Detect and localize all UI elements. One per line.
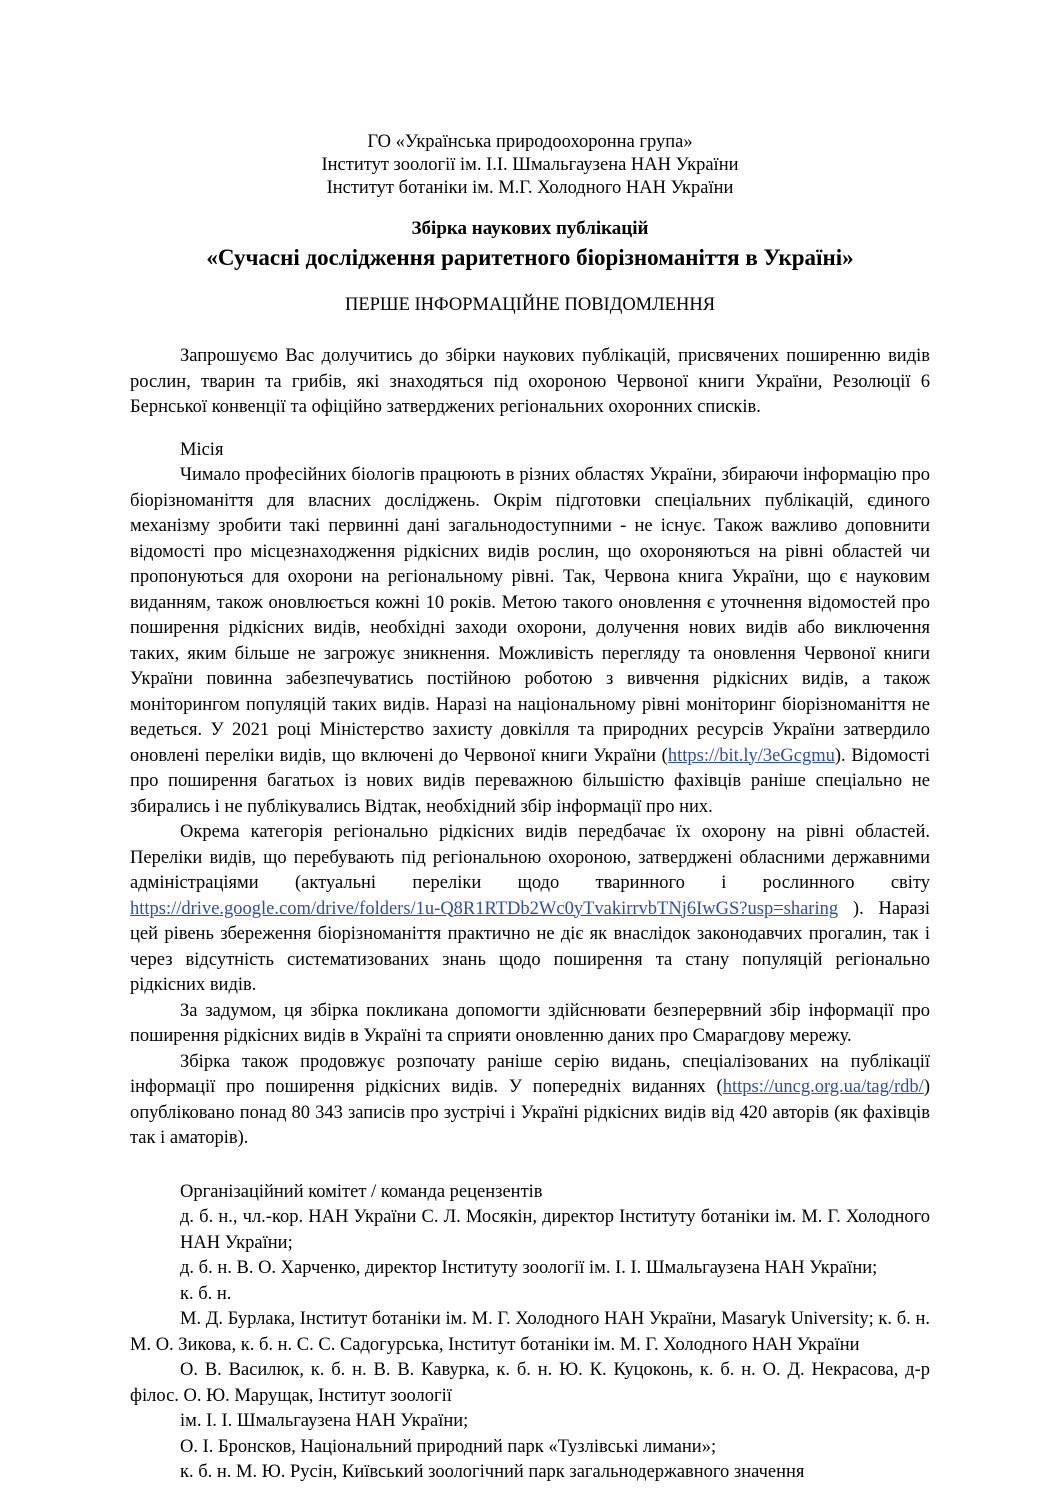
committee-member-kharchenko: д. б. н. В. О. Харченко, директор Інституту зоології ім. І. І. Шмальгаузена НАН України;	[180, 1258, 878, 1278]
purpose-paragraph: За задумом, ця збірка покликана допомогти здійснювати безперервний збір інформації про поширення рідкісних видів в Україні та сприяти оновленню даних про Смарагдову мережу.	[130, 1000, 930, 1046]
committee-section	[130, 1180, 930, 1486]
committee-member-burlaka-zykova-sadohurska: М. Д. Бурлака, Інститут ботаніки ім. М. Г. Холодного НАН України, Masaryk University; к. б. н. М. О. Зикова, к. б. н. С. С. Садогурська, Інститут ботаніки ім. М. Г. Холодного НАН України	[130, 1309, 930, 1355]
series-paragraph	[130, 1050, 930, 1152]
institute-botany-line: Інститут ботаніки ім. М.Г. Холодного НАН України	[326, 178, 734, 198]
committee-degree-line: к. б. н.	[180, 1283, 232, 1304]
mission-paragraph	[130, 463, 930, 820]
regional-lists-link[interactable]: https://drive.google.com/drive/folders/1u-Q8R1RTDb2Wc0yTvakirrvbTNj6IwGS?usp=sharing	[130, 898, 839, 919]
committee-member-mosiakin: д. б. н., чл.-кор. НАН України С. Л. Мосякін, директор Інституту ботаніки ім. М. Г. Холодного НАН України;	[180, 1207, 930, 1253]
committee-institute-line: ім. І. І. Шмальгаузена НАН України;	[180, 1411, 469, 1431]
paragraph-text: Окрема категорія регіонально рідкісних видів передбачає їх охорону на рівні областей. Переліки видів, що перебувають під регіональною охороною, затверджені обласними державними адміністраціями (актуальні переліки щодо тваринного і рослинного світу	[130, 822, 930, 893]
regional-paragraph	[130, 820, 930, 999]
org-name-line: ГО «Українська природоохоронна група»	[367, 132, 693, 152]
previous-editions-link[interactable]: https://uncg.org.ua/tag/rdb/	[722, 1077, 924, 1097]
announcement-heading: ПЕРШЕ ІНФОРМАЦІЙНЕ ПОВІДОМЛЕННЯ	[344, 295, 716, 315]
intro-paragraph: Запрошуємо Вас долучитись до збірки наукових публікацій, присвячених поширенню видів рослин, тварин та грибів, які знаходяться під охороною Червоної книги України, Резолюції 6 Бернської конвенції та офіційно затверджених регіональних охоронних списків.	[130, 346, 930, 417]
paragraph-text: Чимало професійних біологів працюють в різних областях України, збираючи інформацію про біорізноманіття для власних досліджень. Окрім підготовки спеціальних публікацій, єдиного механізму зробити такі первинні дані загальнодоступними - не існує. Також важливо доповнити відомості про місцезнаходження рідкісних видів рослин, що охороняються на рівні областей чи пропонуються для охорони на регіональному рівні. Так, Червона книга України, що є науковим виданням, також оновлюється кожні 10 років. Метою такого оновлення є уточнення відомостей про поширення рідкісних видів, необхідні заходи охорони, долучення нових видів або виключення таких, яким більше не загрожує зникнення. Можливість перегляду та оновлення Червоної книги України повинна забезпечуватись постійною роботою з вивчення рідкісних видів, а також моніторингом популяцій таких видів. Наразі на національному рівні моніторинг біорізноманіття не ведеться. У 2021 році Міністерство захисту довкілля та природних ресурсів України затвердило оновлені переліки видів, що включені до Червоної книги України (	[130, 465, 930, 766]
paragraph-text: ). Наразі цей рівень збереження біорізноманіття практично не діє як внаслідок законодавчих прогалин, так і через відсутність систематизованих знань щодо поширення та стану популяцій регіонально рідкісних видів.	[130, 898, 930, 995]
committee-member-bronskov: О. І. Бронсков, Національний природний парк «Тузлівські лимани»;	[180, 1436, 717, 1457]
committee-heading: Організаційний комітет / команда рецензентів	[180, 1181, 543, 1202]
paragraph-text: ). Відомості про поширення багатьох із нових видів переважною більшістю фахівців раніше спеціально не збирались і не публікувались Відтак, необхідний збір інформації про них.	[130, 745, 930, 817]
paragraph-text: ) опубліковано понад 80 343 записів про зустрічі і Україні рідкісних видів від 420 авторів (як фахівців так і аматорів).	[130, 1077, 930, 1148]
institute-zoology-line: Інститут зоології ім. І.І. Шмальгаузена НАН України	[321, 155, 739, 175]
committee-member-rusin: к. б. н. М. Ю. Русін, Київський зоологічний парк загальнодержавного значення	[180, 1462, 805, 1482]
mission-heading: Місія	[180, 439, 224, 460]
document-header	[130, 131, 930, 200]
committee-member-vasyliuk-group: О. В. Василюк, к. б. н. В. В. Кавурка, к. б. н. Ю. К. Куцоконь, к. б. н. О. Д. Некрасова, д-р філос. О. Ю. Марущак, Інститут зоології	[130, 1360, 930, 1406]
redbook-link[interactable]: https://bit.ly/3eGcgmu	[667, 745, 835, 766]
paragraph-text: Збірка також продовжує розпочату раніше серію видань, спеціалізованих на публікації інформації про поширення рідкісних видів. У попередніх виданнях (	[130, 1051, 930, 1097]
collection-title: «Сучасні дослідження раритетного біорізноманіття в Україні»	[206, 245, 854, 270]
collection-label: Збірка наукових публікацій	[411, 218, 649, 239]
